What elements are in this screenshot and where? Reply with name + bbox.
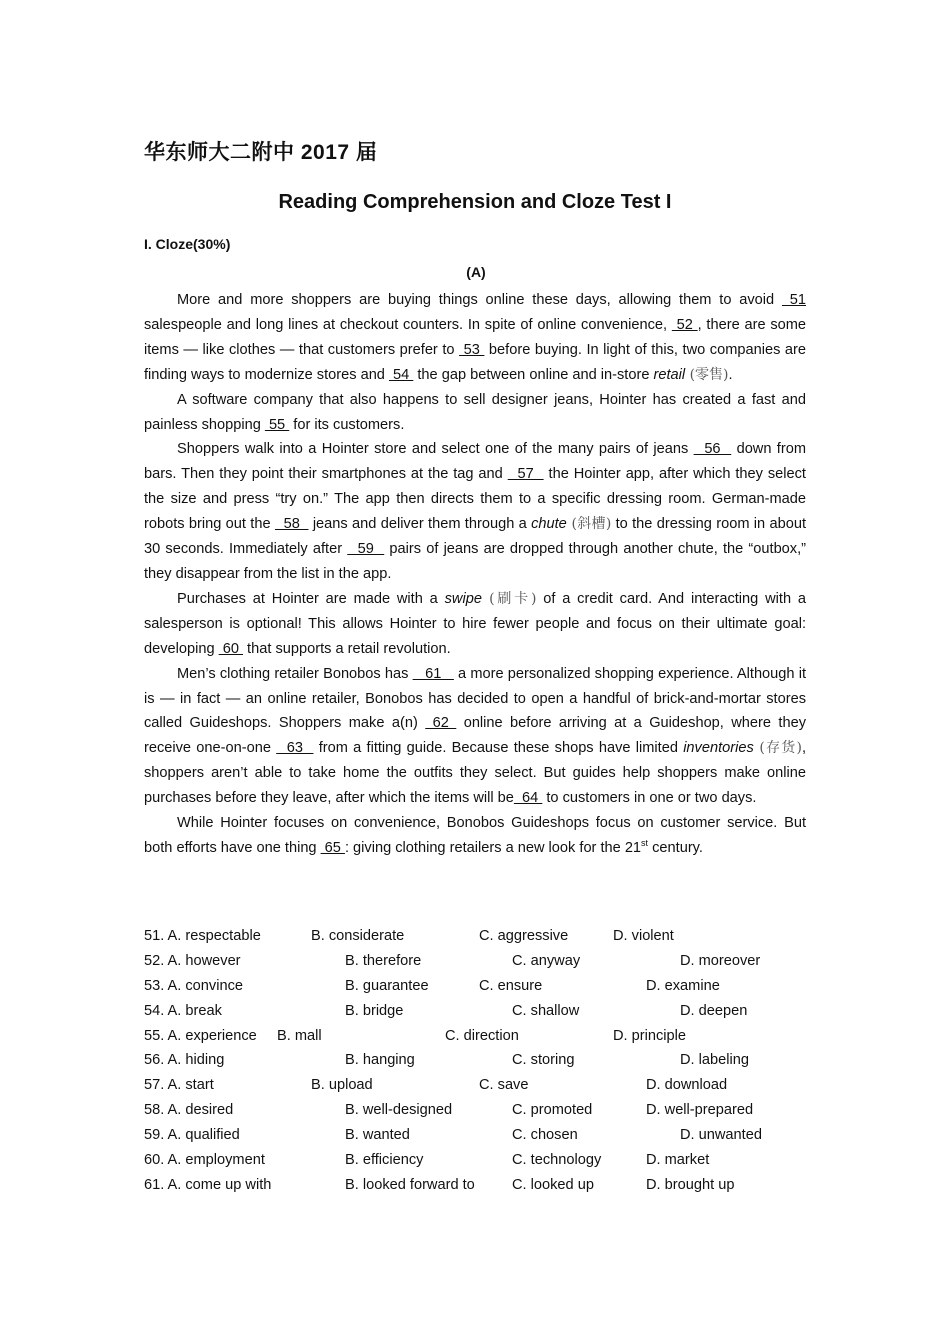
option-d: D. download xyxy=(646,1077,728,1094)
question-row xyxy=(144,949,824,974)
option-a: 60. A. employment xyxy=(144,1152,265,1169)
chinese-gloss: (斜槽) xyxy=(566,516,612,533)
blank-54: 54 xyxy=(388,366,414,383)
question-row xyxy=(144,999,824,1024)
option-d: D. unwanted xyxy=(680,1127,762,1144)
option-b: B. upload xyxy=(311,1077,373,1094)
option-b: B. considerate xyxy=(311,928,405,944)
blank-60: 60 xyxy=(218,640,243,657)
option-b: B. hanging xyxy=(345,1052,415,1069)
paragraph-3: Shoppers walk into a Hointer store and select one of the many pairs of jeans 56 down from bars. Then they point their smartphones at the tag and 57 the Hointer app, after which they select the size and press “try on.” The app then directs them to a specific dressing room. German-made robots bring out the 58 jeans and deliver them through a chute (斜槽) to the dressing room in about 30 seconds. Immediately after 59 pairs of jeans are dropped through another chute, the “outbox,” they disappear from the list in the app. xyxy=(144,441,807,582)
chinese-gloss: (存货) xyxy=(753,740,802,757)
blank-58: 58 xyxy=(274,516,309,533)
blank-52: 52 xyxy=(671,316,698,333)
blank-51: 51 xyxy=(781,292,806,308)
option-d: D. violent xyxy=(613,928,674,944)
blank-57: 57 xyxy=(507,466,544,483)
option-d: D. deepen xyxy=(680,1002,748,1019)
paragraph-4: Purchases at Hointer are made with a swipe (刷卡) of a credit card. And interacting with a salesperson is optional! This allows Hointer to hire fewer people and focus on their ultimate goal: developing 60 that supports a retail revolution. xyxy=(144,590,807,657)
glossed-term: swipe xyxy=(444,590,482,607)
option-a: 55. A. experience xyxy=(144,1027,257,1044)
question-row xyxy=(144,1048,824,1073)
option-c: C. chosen xyxy=(512,1127,578,1144)
question-row xyxy=(144,924,824,949)
blank-65: 65 xyxy=(320,839,345,856)
option-c: C. anyway xyxy=(512,952,581,969)
option-d: D. principle xyxy=(613,1027,686,1044)
option-a: 56. A. hiding xyxy=(144,1052,225,1069)
paragraph-6: While Hointer focuses on convenience, Bonobos Guideshops focus on customer service. But both efforts have one thing 65 : giving clothing retailers a new look for the 21st century. xyxy=(144,815,806,856)
paragraph-5: Men’s clothing retailer Bonobos has 61 a more personalized shopping experience. Although it is — in fact — an online retailer, Bonobos has decided to open a handful of brick-and-mortar stores called Guideshops. Shoppers make a(n) 62 online before arriving at a Guideshop, where they receive one-on-one 63 from a fitting guide. Because these shops have limited inventories (存货), shoppers aren’t able to take home the outfits they select. But guides help shoppers make online purchases before they leave, after which the items will be 64 to customers in one or two days. xyxy=(144,665,807,807)
section-heading: I. Cloze(30%) xyxy=(144,236,231,252)
blank-55: 55 xyxy=(264,416,290,433)
answer-options xyxy=(144,924,824,1198)
blank-63: 63 xyxy=(276,740,314,757)
question-row xyxy=(144,1024,824,1049)
blank-61: 61 xyxy=(412,665,454,682)
option-c: C. promoted xyxy=(512,1102,593,1119)
glossed-term: retail xyxy=(653,366,686,383)
chinese-gloss: (零售) xyxy=(685,366,729,383)
option-c: C. shallow xyxy=(512,1002,580,1019)
glossed-term: inventories xyxy=(683,740,754,757)
question-row xyxy=(144,1123,824,1148)
part-label: (A) xyxy=(466,264,486,280)
blank-56: 56 xyxy=(693,441,732,458)
option-b: B. bridge xyxy=(345,1002,404,1019)
blank-62: 62 xyxy=(425,715,457,732)
option-b: B. therefore xyxy=(345,952,422,969)
blank-53: 53 xyxy=(459,341,485,358)
option-a: 51. A. respectable xyxy=(144,928,261,944)
option-a: 59. A. qualified xyxy=(144,1127,240,1144)
option-b: B. well-designed xyxy=(345,1102,453,1119)
option-c: C. direction xyxy=(445,1027,519,1044)
glossed-term: chute xyxy=(531,516,567,533)
option-c: C. aggressive xyxy=(479,928,569,944)
chinese-gloss: (刷卡) xyxy=(481,590,537,607)
option-a: 52. A. however xyxy=(144,952,241,969)
option-b: B. mall xyxy=(277,1027,322,1044)
paragraph-2: A software company that also happens to sell designer jeans, Hointer has created a fast and painless shopping 55 for its customers. xyxy=(144,391,806,433)
option-d: D. moreover xyxy=(680,952,761,969)
option-a: 53. A. convince xyxy=(144,977,243,994)
question-row xyxy=(144,974,824,999)
option-d: D. well-prepared xyxy=(646,1102,754,1119)
question-row xyxy=(144,1173,824,1198)
option-d: D. market xyxy=(646,1152,710,1169)
option-b: B. efficiency xyxy=(345,1152,424,1169)
page-title: Reading Comprehension and Cloze Test I xyxy=(278,191,672,213)
option-c: C. ensure xyxy=(479,977,543,994)
blank-64: 64 xyxy=(513,790,543,807)
cloze-passage xyxy=(144,288,806,861)
paragraph-1: More and more shoppers are buying things online these days, allowing them to avoid 51 salespeople and long lines at checkout counters. In spite of online convenience, 52 , there are some items — like clothes — that customers prefer to 53 before buying. In light of this, two companies are finding ways to modernize stores and 54 the gap between online and in-store retail (零售). xyxy=(144,292,807,383)
option-c: C. looked up xyxy=(512,1176,594,1193)
option-a: 57. A. start xyxy=(144,1077,214,1094)
question-row xyxy=(144,1098,824,1123)
option-d: D. brought up xyxy=(646,1176,735,1193)
option-d: D. labeling xyxy=(680,1052,749,1069)
option-d: D. examine xyxy=(646,977,720,994)
option-a: 54. A. break xyxy=(144,1002,222,1019)
option-b: B. looked forward to xyxy=(345,1176,475,1193)
question-row xyxy=(144,1148,824,1173)
school-heading: 华东师大二附中 2017 届 xyxy=(144,141,378,164)
option-c: C. save xyxy=(479,1077,529,1094)
option-a: 61. A. come up with xyxy=(144,1176,272,1193)
question-row xyxy=(144,1073,824,1098)
blank-59: 59 xyxy=(347,541,385,558)
option-c: C. technology xyxy=(512,1152,602,1169)
option-b: B. guarantee xyxy=(345,977,429,994)
option-b: B. wanted xyxy=(345,1127,410,1144)
option-c: C. storing xyxy=(512,1052,575,1069)
option-a: 58. A. desired xyxy=(144,1102,234,1119)
